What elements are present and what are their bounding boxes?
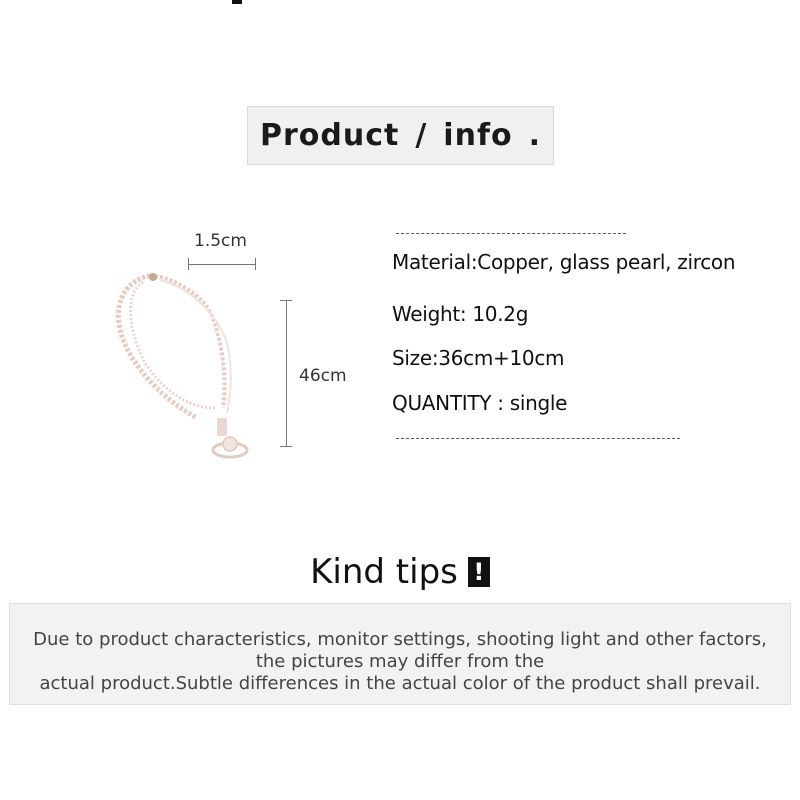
header-word-info: info — [443, 118, 513, 153]
kind-tips-heading — [0, 552, 800, 592]
necklace-image — [105, 268, 265, 468]
length-dimension-label: 46cm — [299, 366, 347, 386]
length-dimension-tick-top — [280, 300, 292, 301]
width-dimension-line — [188, 264, 256, 265]
specs-divider-top — [396, 233, 626, 234]
specs-divider-bottom — [396, 438, 680, 439]
tips-line-1: Due to product characteristics, monitor settings, shooting light and other factors, — [33, 629, 767, 650]
header-slash: / — [415, 118, 428, 153]
spec-size: Size:36cm+10cm — [392, 346, 565, 370]
spec-weight: Weight: 10.2g — [392, 302, 529, 326]
product-info-header — [247, 106, 554, 165]
header-dot: . — [528, 118, 542, 153]
spec-quantity: QUANTITY : single — [392, 391, 568, 415]
tips-line-3: actual product.Subtle differences in the actual color of the product shall prevail. — [39, 673, 761, 694]
exclamation-icon: ! — [468, 557, 490, 587]
cropped-text-remnant — [232, 0, 242, 4]
kind-tips-title: Kind tips — [310, 552, 458, 592]
length-dimension-line — [286, 300, 287, 447]
tips-line-2: the pictures may differ from the — [255, 651, 545, 672]
header-word-product: Product — [259, 118, 400, 153]
spec-material: Material:Copper, glass pearl, zircon — [392, 250, 736, 274]
length-dimension-tick-bottom — [280, 446, 292, 447]
width-dimension-label: 1.5cm — [194, 231, 247, 251]
